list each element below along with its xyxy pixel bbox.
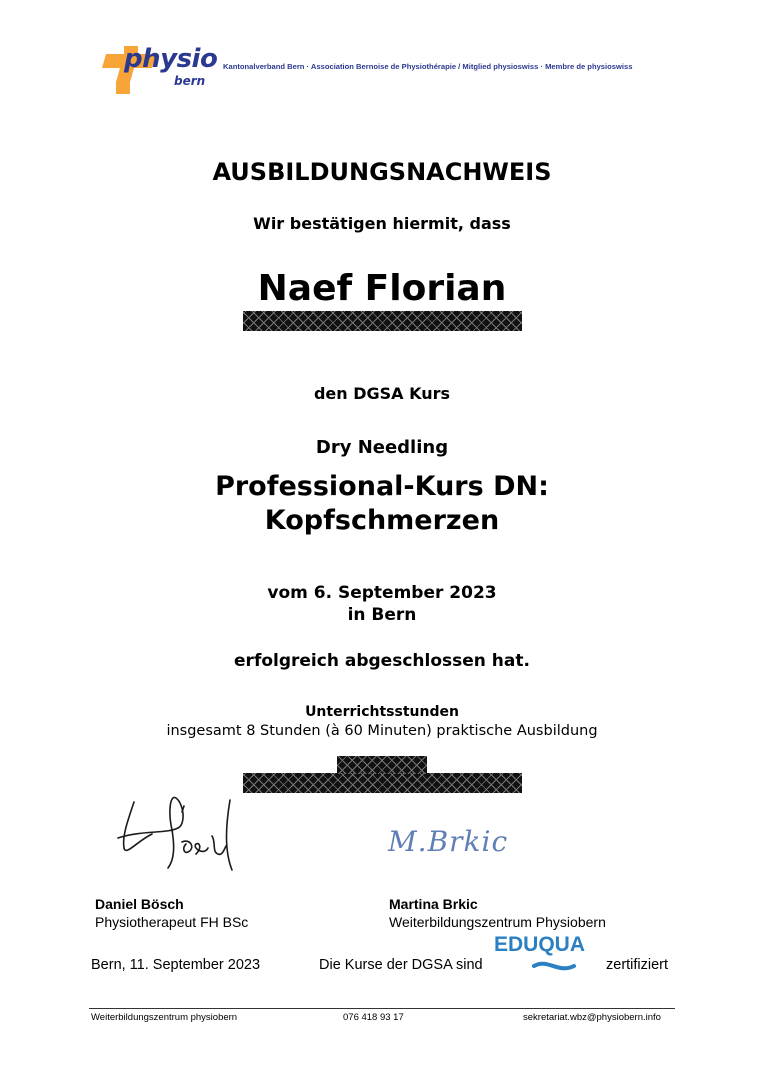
course-label: den DGSA Kurs (313, 384, 451, 403)
footer-email: sekretariat.wbz@physiobern.info (523, 1012, 661, 1023)
signatory-2-name: Martina Brkic (389, 896, 478, 912)
eduqua-logo-text: EDUQUA (494, 933, 586, 956)
signature-brkic: M.Brkic (388, 825, 509, 858)
logo-subtext: bern (174, 74, 206, 88)
eduqua-logo-icon (494, 930, 606, 974)
redaction-hatch-bottom (243, 773, 522, 793)
course-date (0, 582, 764, 626)
course-title (0, 470, 764, 538)
hours-text: insgesamt 8 Stunden (à 60 Minuten) praktische Ausbildung (166, 723, 598, 739)
course-date-line-1: vom 6. September 2023 (267, 583, 497, 603)
redaction-hatch-top (337, 756, 427, 774)
certification-suffix: zertifiziert (606, 957, 669, 973)
course-title-line-2: Kopfschmerzen (264, 505, 500, 536)
signatory-2-role: Weiterbildungszentrum Physiobern (389, 914, 606, 930)
redaction-hatch (243, 311, 522, 331)
recipient-name: Naef Florian (257, 268, 507, 309)
course-topic: Dry Needling (315, 437, 449, 458)
hours-label: Unterrichtsstunden (305, 704, 459, 720)
place-date: Bern, 11. September 2023 (91, 957, 261, 973)
footer-org: Weiterbildungszentrum physiobern (91, 1012, 238, 1023)
association-line: Kantonalverband Bern · Association Bernoise de Physiothérapie / Mitglied physioswiss · Membre de physioswiss (223, 62, 633, 71)
completion-text: erfolgreich abgeschlossen hat. (234, 651, 530, 671)
certificate-title: AUSBILDUNGSNACHWEIS (212, 158, 552, 186)
footer-phone: 076 418 93 17 (343, 1012, 404, 1023)
logo-text: physio (124, 44, 218, 74)
signature-bosch-icon (112, 790, 242, 882)
signatory-1-name: Daniel Bösch (95, 896, 184, 912)
course-location: in Bern (347, 605, 417, 625)
signatory-1-role: Physiotherapeut FH BSc (95, 914, 249, 930)
course-title-line-1: Professional-Kurs DN: (215, 471, 549, 502)
certification-prefix: Die Kurse der DGSA sind (319, 957, 483, 973)
footer-divider (89, 1008, 675, 1009)
certificate-intro: Wir bestätigen hiermit, dass (253, 214, 511, 233)
